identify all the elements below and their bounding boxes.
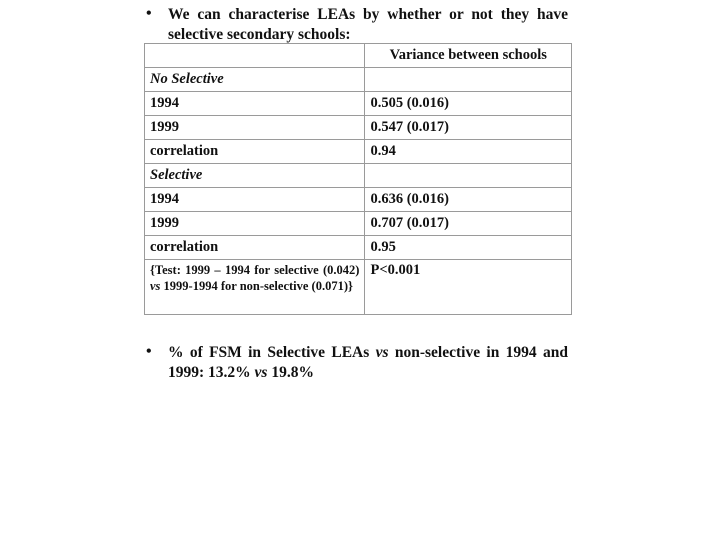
row-value: 0.707 (0.017): [365, 212, 572, 236]
bullet-text: % of FSM in Selective LEAs vs non-selective in 1994 and 1999: 13.2% vs 19.8%: [168, 344, 568, 381]
row-label: 1994: [145, 188, 365, 212]
bullet-text: We can characterise LEAs by whether or not they have selective secondary schools:: [168, 6, 568, 43]
table-row: [145, 92, 572, 116]
row-value: 0.94: [365, 140, 572, 164]
section-empty-cell: [365, 164, 572, 188]
table-row: [145, 140, 572, 164]
section-label: No Selective: [145, 68, 365, 92]
test-note-row: [145, 260, 572, 315]
row-value: 0.636 (0.016): [365, 188, 572, 212]
bullet-icon: •: [146, 343, 152, 360]
variance-table: [144, 43, 572, 315]
row-value: 0.95: [365, 236, 572, 260]
bullet-icon: •: [146, 5, 152, 22]
table-row: [145, 188, 572, 212]
header-cell-variance: Variance between schools: [365, 44, 572, 68]
test-note-cell: [145, 260, 365, 315]
row-label: correlation: [145, 236, 365, 260]
row-value: 0.547 (0.017): [365, 116, 572, 140]
row-label: 1999: [145, 116, 365, 140]
section-row: [145, 68, 572, 92]
row-label: 1999: [145, 212, 365, 236]
test-note: {Test: 1999 – 1994 for selective (0.042) vs 1999-1994 for non-selective (0.071)}: [150, 263, 360, 293]
row-label: 1994: [145, 92, 365, 116]
table-row: [145, 116, 572, 140]
table-header-row: [145, 44, 572, 68]
header-cell-empty: [145, 44, 365, 68]
table-row: [145, 212, 572, 236]
row-label: correlation: [145, 140, 365, 164]
test-result: P<0.001: [365, 260, 572, 315]
table-row: [145, 236, 572, 260]
section-empty-cell: [365, 68, 572, 92]
section-row: [145, 164, 572, 188]
section-label: Selective: [145, 164, 365, 188]
row-value: 0.505 (0.016): [365, 92, 572, 116]
